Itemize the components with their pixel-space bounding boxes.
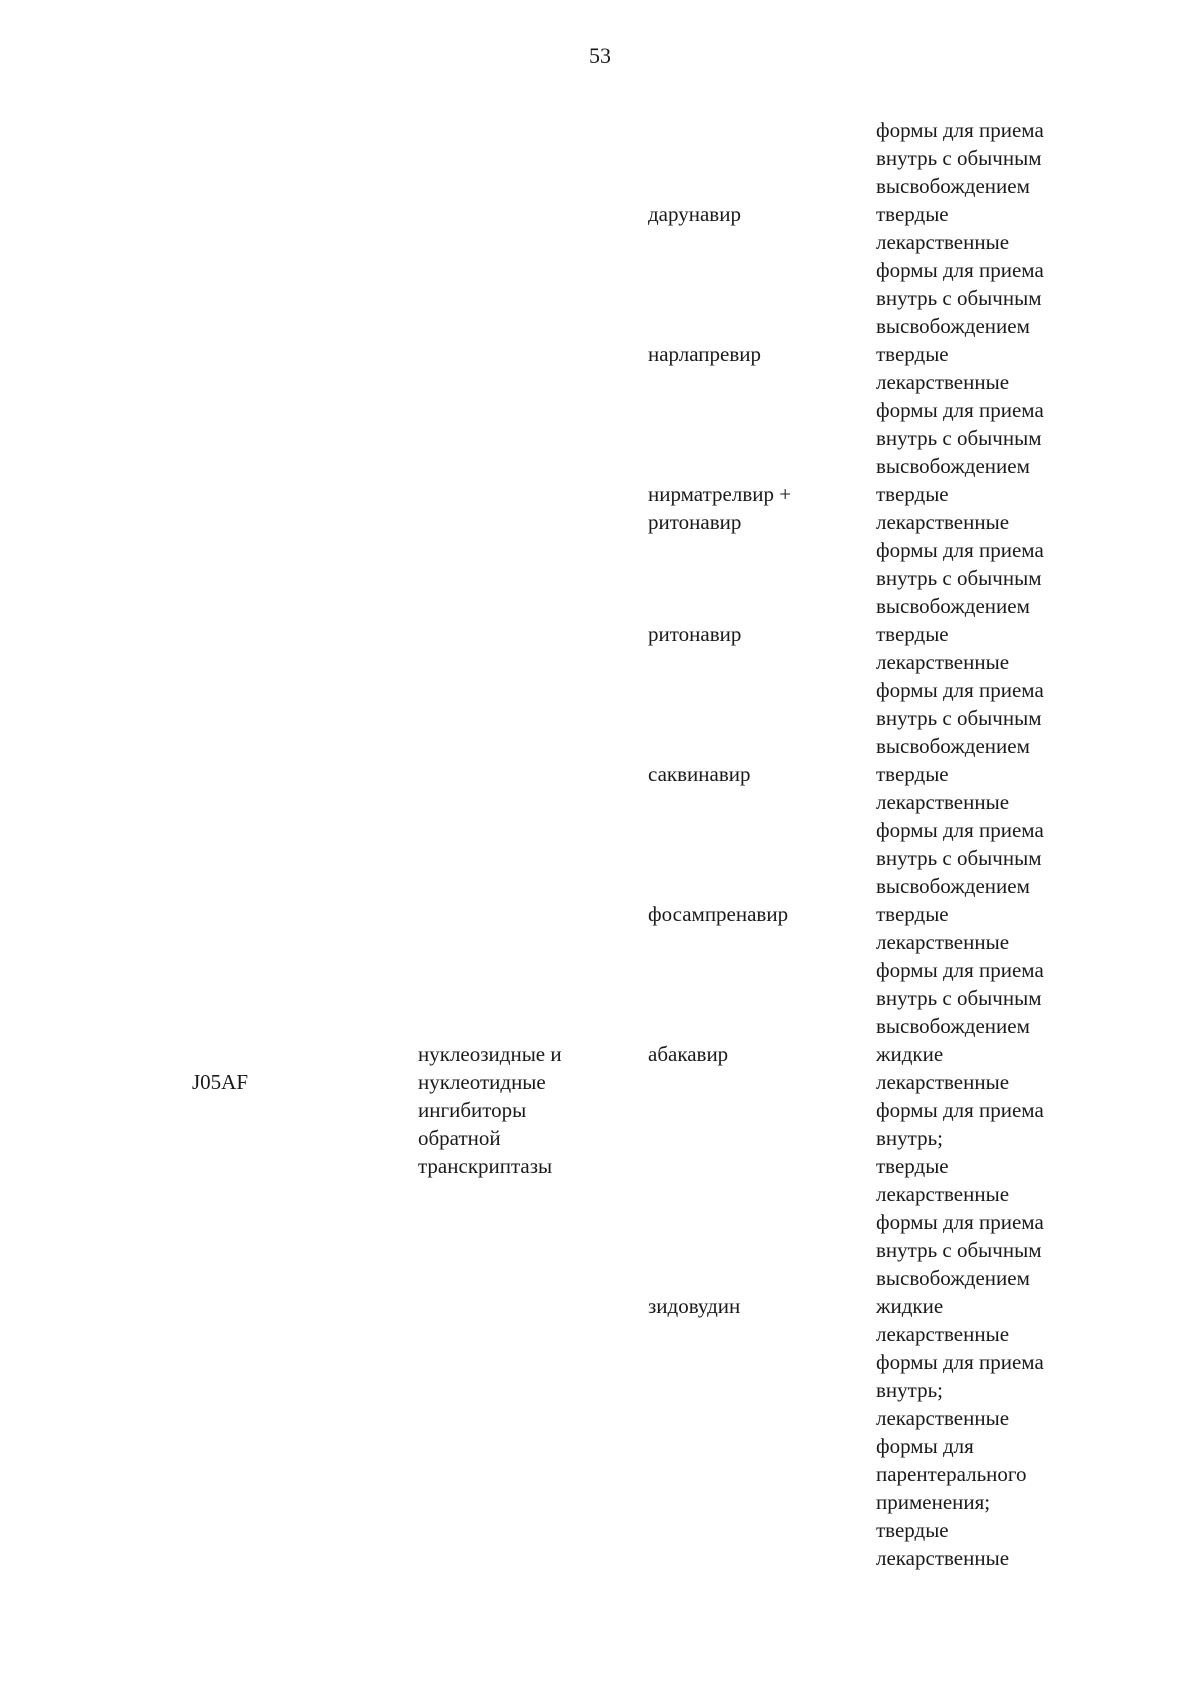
dosage-form: твердые лекарственные формы для приема внутрь с обычным высвобождением — [876, 202, 1044, 338]
dosage-form: твердые лекарственные формы для приема внутрь с обычным высвобождением — [876, 342, 1044, 478]
dosage-form: твердые лекарственные формы для приема внутрь с обычным высвобождением — [876, 762, 1044, 898]
dosage-form: твердые лекарственные формы для приема внутрь с обычным высвобождением — [876, 622, 1044, 758]
drug-name: фосампренавир — [648, 902, 789, 926]
atc-code: J05AF — [192, 1070, 249, 1094]
drug-name: абакавир — [648, 1042, 729, 1066]
dosage-form: жидкие лекарственные формы для приема внутрь; твердые лекарственные формы для приема внутрь с обычным высвобождением — [876, 1042, 1044, 1290]
dosage-form: твердые лекарственные формы для приема внутрь с обычным высвобождением — [876, 902, 1044, 1038]
dosage-form: твердые лекарственные формы для приема внутрь с обычным высвобождением — [876, 482, 1044, 618]
drug-name: саквинавир — [648, 762, 751, 786]
drug-name: дарунавир — [648, 202, 741, 226]
pharmacological-group: нуклеозидные и нуклеотидные ингибиторы обратной транскриптазы — [418, 1042, 562, 1178]
dosage-form-continued: формы для приема внутрь с обычным высвобождением — [876, 118, 1044, 198]
drug-name: нарлапревир — [648, 342, 762, 366]
drug-name: зидовудин — [648, 1294, 741, 1318]
drug-name: нирматрелвир + ритонавир — [648, 482, 792, 534]
drug-name: ритонавир — [648, 622, 742, 646]
dosage-form: жидкие лекарственные формы для приема внутрь; лекарственные формы для парентерального применения; твердые лекарственные — [876, 1294, 1044, 1570]
page-number: 53 — [589, 43, 611, 68]
